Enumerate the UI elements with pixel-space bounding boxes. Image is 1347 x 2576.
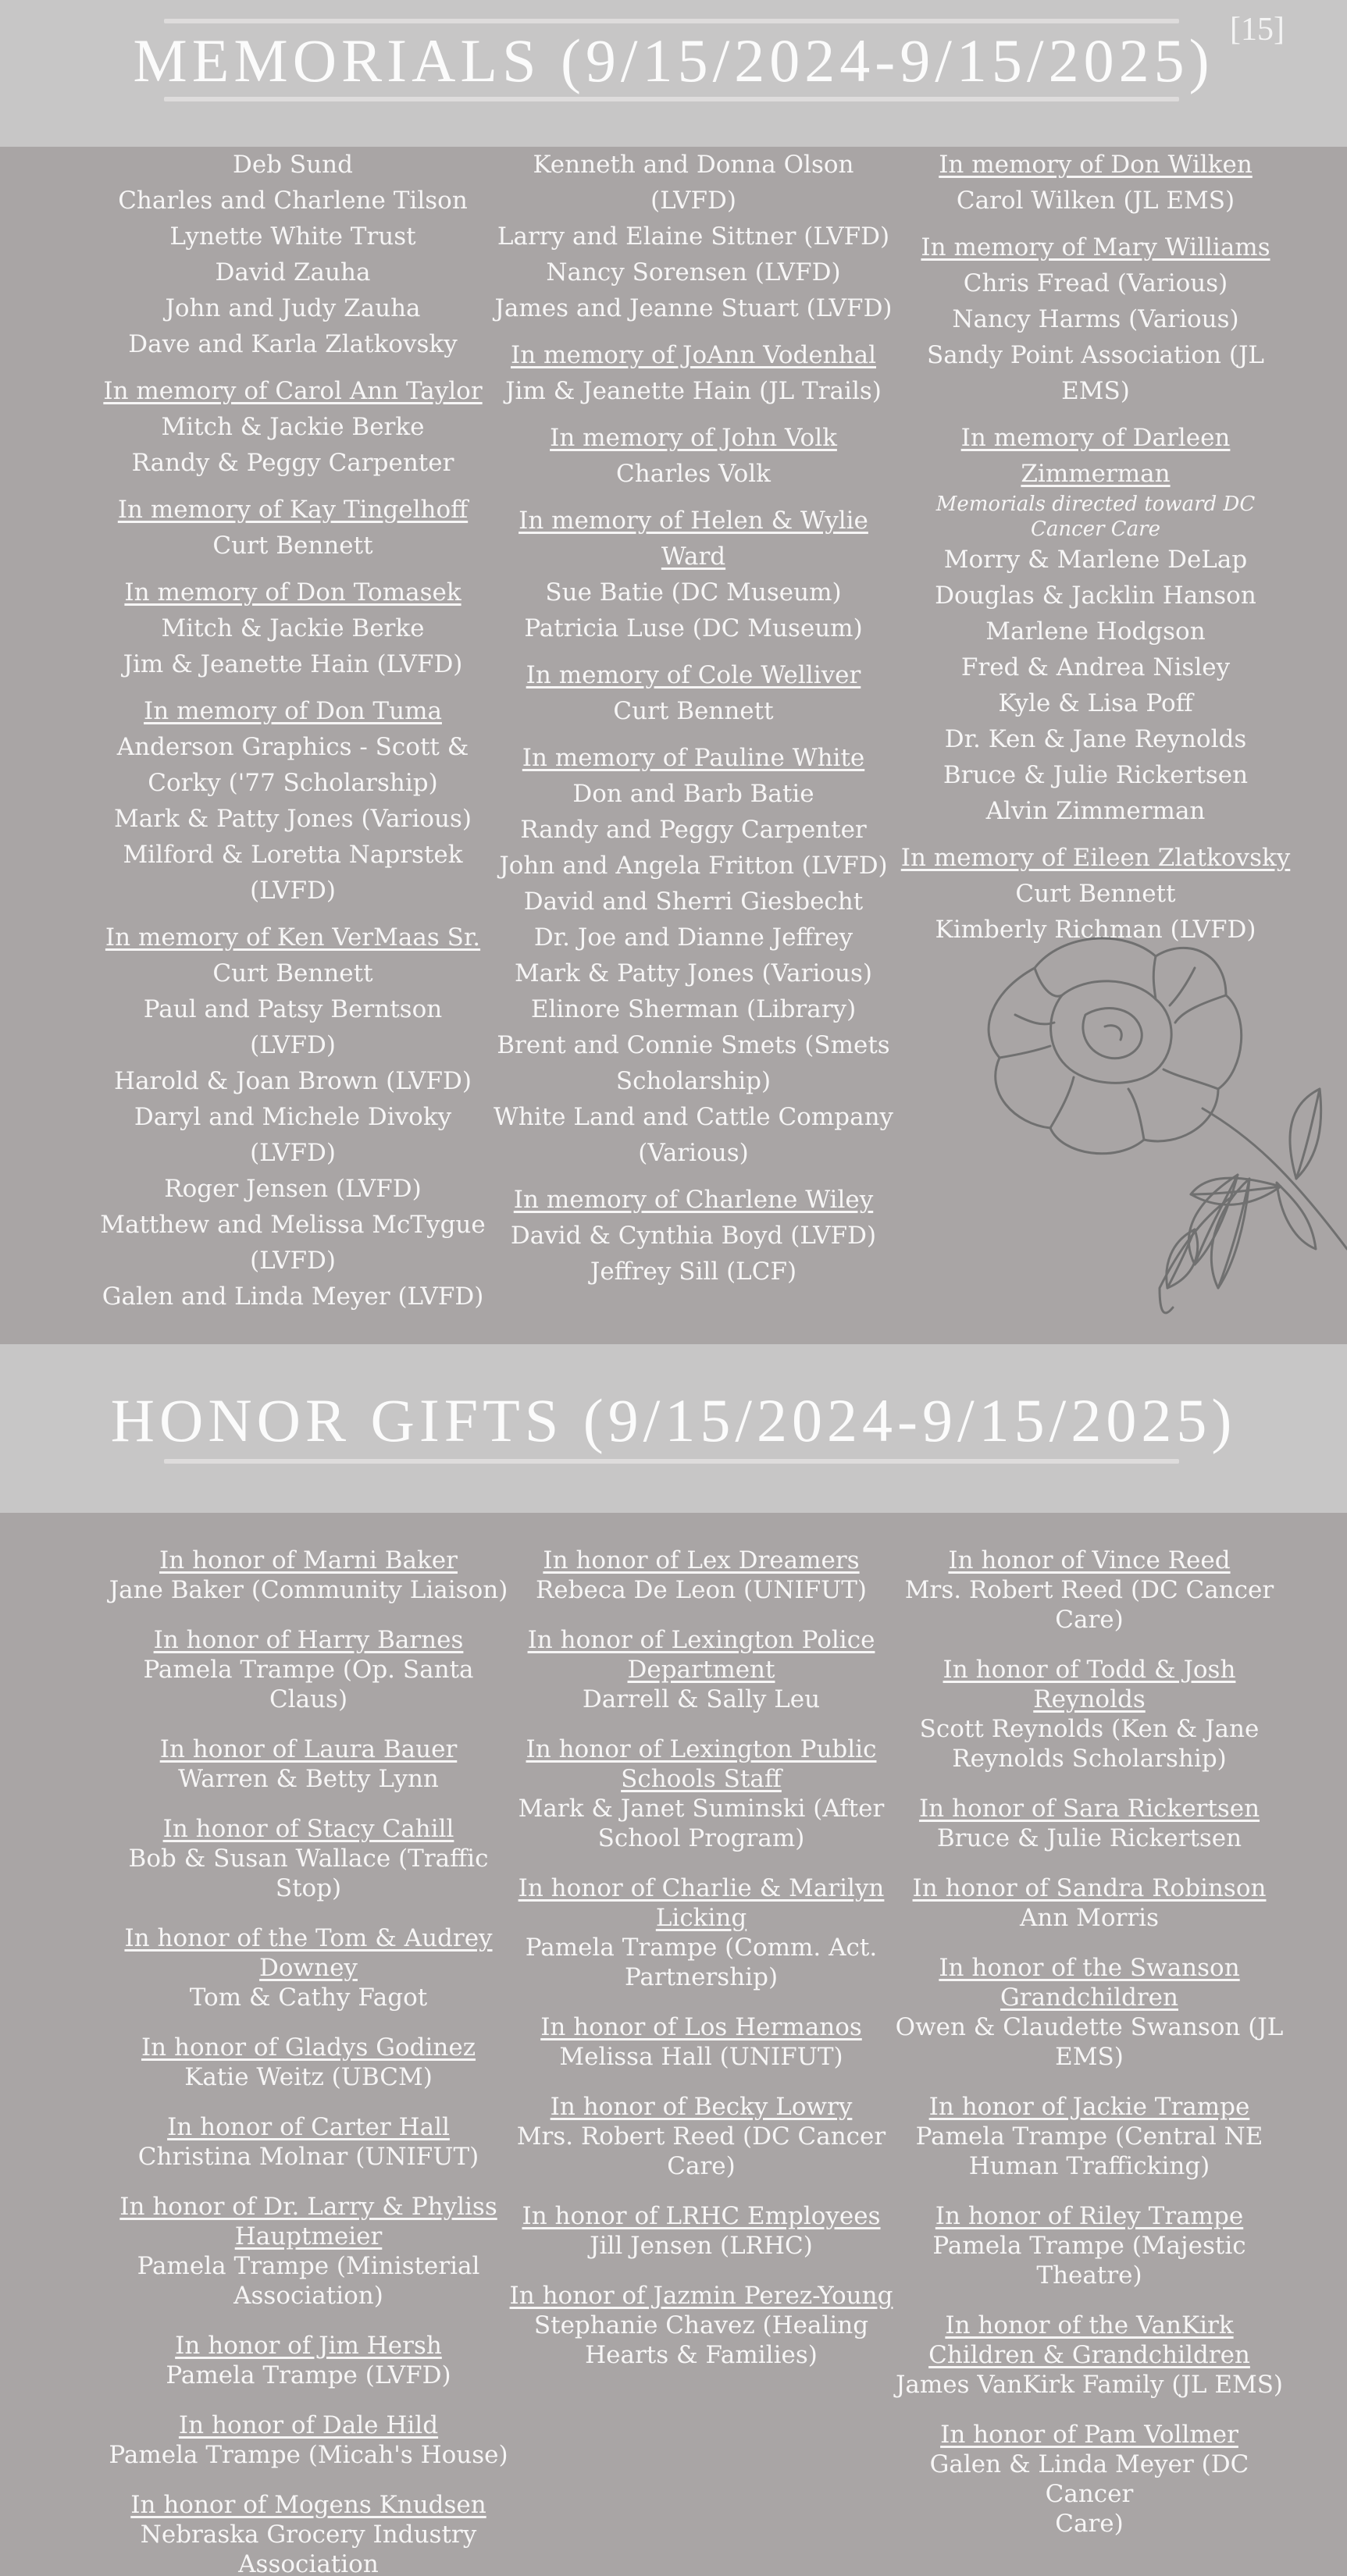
tribute-group [105, 2490, 511, 2576]
tribute-note: Memorials directed toward DC Cancer Care [935, 493, 1256, 541]
donor-name: Bruce & Julie Rickertsen [943, 761, 1249, 789]
donor-name: White Land and Cattle Company [493, 1103, 894, 1131]
tribute-heading: In memory of Pauline White [522, 744, 865, 772]
tribute-group [896, 420, 1295, 829]
donor-name: Don and Barb Batie [572, 780, 814, 808]
tribute-group [98, 373, 488, 481]
donor-name: Randy & Peggy Carpenter [131, 449, 454, 477]
memorials-column-3 [896, 147, 1295, 959]
tribute-heading: In honor of Lexington Police Department [527, 1626, 875, 1684]
tribute-heading: In honor of Gladys Godinez [141, 2033, 476, 2062]
tribute-group [890, 1546, 1288, 1635]
tribute-group [506, 1546, 896, 1605]
donor-name: Owen & Claudette Swanson (JL [895, 2013, 1284, 2041]
donor-name: Curt Bennett [1015, 880, 1176, 908]
donor-name: Kimberly Richman (LVFD) [935, 916, 1256, 944]
tribute-group [896, 147, 1295, 219]
donor-name: David Zauha [215, 258, 371, 286]
donor-name: Jim & Jeanette Hain (LVFD) [123, 650, 463, 678]
donor-name: Mitch & Jackie Berke [161, 413, 425, 441]
tribute-group [105, 1546, 511, 1605]
donor-name: Roger Jensen (LVFD) [164, 1175, 422, 1203]
tribute-heading: In memory of Darleen Zimmerman [960, 424, 1231, 488]
donor-name: Marlene Hodgson [985, 617, 1206, 646]
tribute-heading: In honor of the Swanson Grandchildren [939, 1954, 1240, 2012]
tribute-heading: In honor of Lex Dreamers [543, 1546, 860, 1574]
tribute-heading: In memory of Mary Williams [921, 233, 1270, 262]
donor-name: Dr. Ken & Jane Reynolds [944, 725, 1247, 753]
donor-name: Pamela Trampe (LVFD) [166, 2361, 451, 2389]
donor-name: Deb Sund [233, 151, 353, 179]
donor-name: Hearts & Families) [585, 2341, 818, 2369]
donor-name: Patricia Luse (DC Museum) [524, 614, 863, 642]
donor-name: Kenneth and Donna Olson (LVFD) [533, 151, 854, 215]
tribute-heading: In honor of Becky Lowry [550, 2093, 853, 2121]
donor-name: Milford & Loretta Naprstek [123, 841, 463, 869]
donor-name: Ann Morris [1019, 1904, 1160, 1932]
donor-name: Randy and Peggy Carpenter [520, 816, 867, 844]
donor-name: James VanKirk Family (JL EMS) [895, 2371, 1284, 2399]
tribute-group [105, 2331, 511, 2390]
donor-name: Darrell & Sally Leu [582, 1685, 821, 1713]
tribute-heading: In honor of Sara Rickertsen [918, 1795, 1260, 1823]
donor-name: Christina Molnar (UNIFUT) [137, 2143, 479, 2171]
donor-name: Galen and Linda Meyer (LVFD) [102, 1283, 484, 1311]
tribute-group [105, 2192, 511, 2311]
tribute-heading: In memory of John Volk [550, 424, 837, 452]
donor-name: Bruce & Julie Rickertsen [936, 1824, 1242, 1852]
tribute-group [506, 2281, 896, 2370]
donor-name: Pamela Trampe (Majestic [932, 2232, 1246, 2260]
donor-name: Paul and Patsy Berntson (LVFD) [143, 995, 443, 1059]
donor-name: Mrs. Robert Reed (DC Cancer [904, 1576, 1274, 1604]
tribute-heading: In honor of Mogens Knudsen [130, 2491, 486, 2519]
tribute-group [98, 575, 488, 682]
tribute-heading: In memory of Helen & Wylie Ward [518, 507, 868, 571]
tribute-group [105, 2112, 511, 2172]
tribute-heading: In honor of Laura Bauer [159, 1735, 458, 1763]
donor-name: Human Trafficking) [968, 2152, 1210, 2180]
page-number: [15] [1230, 12, 1285, 48]
donor-name: Nancy Sorensen (LVFD) [546, 258, 841, 286]
tribute-heading: In honor of Dr. Larry & Phyliss Hauptmeier [119, 2193, 497, 2250]
donor-name: Scott Reynolds (Ken & Jane [919, 1715, 1260, 1743]
tribute-group [506, 2012, 896, 2072]
tribute-group [506, 1873, 896, 1992]
tribute-heading: In memory of Ken VerMaas Sr. [105, 923, 481, 952]
donor-name: Partnership) [624, 1963, 779, 1991]
tribute-heading: In honor of the VanKirk Children & Grandchildren [928, 2311, 1250, 2369]
donor-name: Association) [233, 2282, 383, 2310]
tribute-group [105, 2033, 511, 2092]
donor-name: EMS) [1055, 2043, 1124, 2071]
honor-gifts-title-rule [164, 1459, 1179, 1464]
donor-name: Bob & Susan Wallace (Traffic Stop) [128, 1845, 489, 1902]
donor-name: Warren & Betty Lynn [178, 1765, 439, 1793]
tribute-heading: In honor of Harry Barnes [153, 1626, 464, 1654]
donor-name: Daryl and Michele Divoky [134, 1103, 452, 1131]
tribute-group [490, 337, 896, 409]
tribute-group [890, 2092, 1288, 2181]
donor-name: Alvin Zimmerman [985, 797, 1206, 825]
donor-name: Mark & Janet Suminski (After [518, 1795, 885, 1823]
donor-name: David & Cynthia Boyd (LVFD) [510, 1222, 877, 1250]
tribute-heading: In honor of Carter Hall [167, 2113, 450, 2141]
donor-name: Curt Bennett [212, 959, 373, 987]
donor-name: School Program) [597, 1824, 805, 1852]
donor-name: Jill Jensen (LRHC) [590, 2232, 813, 2260]
donor-name: Sandy Point Association (JL EMS) [927, 341, 1264, 405]
donor-name: Mitch & Jackie Berke [161, 614, 425, 642]
donor-name: Jeffrey Sill (LCF) [590, 1258, 797, 1286]
honor-gifts-column-3 [890, 1546, 1288, 2559]
donor-name: Rebeca De Leon (UNIFUT) [535, 1576, 868, 1604]
memorials-column-2 [490, 147, 896, 1300]
tribute-heading: In honor of Dale Hild [178, 2411, 439, 2439]
donor-name: Dr. Joe and Dianne Jeffrey [533, 923, 853, 952]
honor-gifts-column-2 [506, 1546, 896, 2390]
memorials-title: MEMORIALS (9/15/2024-9/15/2025) [133, 27, 1214, 94]
tribute-group [890, 2420, 1288, 2539]
tribute-heading: In honor of Riley Trampe [935, 2202, 1244, 2230]
donor-name: (LVFD) [250, 1247, 336, 1275]
donor-name: Lynette White Trust [169, 222, 416, 251]
tribute-group [890, 1655, 1288, 1774]
donor-name: Curt Bennett [613, 697, 774, 725]
rose-illustration [968, 921, 1347, 1343]
tribute-heading: In honor of LRHC Employees [522, 2202, 881, 2230]
donor-name: Harold & Joan Brown (LVFD) [114, 1067, 472, 1095]
tribute-heading: In honor of Pam Vollmer [940, 2421, 1238, 2449]
donor-name: Nancy Harms (Various) [952, 305, 1239, 333]
donor-name: Reynolds Scholarship) [952, 1745, 1227, 1773]
tribute-group [98, 693, 488, 909]
tribute-heading: In honor of Jim Hersh [175, 2332, 442, 2360]
tribute-group [890, 1794, 1288, 1853]
donor-name: Pamela Trampe (Op. Santa Claus) [143, 1656, 474, 1713]
tribute-heading: In honor of Marni Baker [159, 1546, 458, 1574]
donor-name: Sue Batie (DC Museum) [545, 578, 842, 607]
donor-name: Pamela Trampe (Central NE [915, 2122, 1263, 2151]
donor-name: (LVFD) [250, 1139, 336, 1167]
donor-name: Carol Wilken (JL EMS) [956, 187, 1235, 215]
donor-name: Kyle & Lisa Poff [998, 689, 1193, 717]
donor-name: (Various) [638, 1139, 749, 1167]
tribute-group [490, 420, 896, 492]
donor-name: Tom & Cathy Fagot [189, 1984, 428, 2012]
tribute-heading: In memory of Eileen Zlatkovsky [900, 844, 1291, 872]
donor-name: John and Judy Zauha [165, 294, 421, 322]
donor-name: James and Jeanne Stuart (LVFD) [494, 294, 893, 322]
tribute-heading: In honor of the Tom & Audrey Downey [124, 1924, 493, 1982]
tribute-group [98, 920, 488, 1315]
tribute-heading: In honor of Charlie & Marilyn Licking [518, 1874, 885, 1932]
donor-name: Melissa Hall (UNIFUT) [559, 2043, 843, 2071]
donor-name: Matthew and Melissa McTygue [100, 1211, 486, 1239]
tribute-heading: In memory of Carol Ann Taylor [103, 377, 483, 405]
continued-list [98, 147, 488, 362]
tribute-group [506, 2201, 896, 2261]
donor-name: Mrs. Robert Reed (DC Cancer [516, 2122, 886, 2151]
tribute-heading: In honor of Los Hermanos [540, 2013, 862, 2041]
donor-name: John and Angela Fritton (LVFD) [499, 852, 888, 880]
donor-name: Dave and Karla Zlatkovsky [128, 330, 458, 358]
tribute-heading: In honor of Jackie Trampe [928, 2093, 1250, 2121]
donor-name: Nebraska Grocery Industry [140, 2521, 477, 2549]
donor-name: Stephanie Chavez (Healing [533, 2311, 869, 2339]
donor-name: Galen & Linda Meyer (DC Cancer [929, 2450, 1249, 2508]
donor-name: Douglas & Jacklin Hanson [935, 582, 1256, 610]
donor-name: Brent and Connie Smets (Smets [497, 1031, 890, 1059]
continued-list [490, 147, 896, 326]
donor-name: Care) [1055, 2510, 1124, 2538]
tribute-group [105, 1814, 511, 1903]
tribute-heading: In honor of Stacy Cahill [162, 1815, 454, 1843]
tribute-group [506, 1625, 896, 1714]
tribute-group [490, 657, 896, 729]
tribute-group [105, 1923, 511, 2012]
tribute-group [105, 1735, 511, 1794]
donor-name: Association [238, 2550, 379, 2576]
tribute-heading: In honor of Lexington Public Schools Staff [526, 1735, 877, 1793]
tribute-group [890, 2311, 1288, 2400]
donor-name: Scholarship) [615, 1067, 771, 1095]
tribute-heading: In memory of Charlene Wiley [513, 1186, 874, 1214]
donor-name: Pamela Trampe (Micah's House) [109, 2441, 508, 2469]
donor-name: Larry and Elaine Sittner (LVFD) [497, 222, 890, 251]
donor-name: Anderson Graphics - Scott & [116, 733, 469, 761]
donor-name: Katie Weitz (UBCM) [184, 2063, 433, 2091]
tribute-heading: In memory of Cole Welliver [526, 661, 861, 689]
tribute-group [490, 1182, 896, 1290]
tribute-heading: In memory of JoAnn Vodenhal [510, 341, 877, 369]
tribute-group [890, 1873, 1288, 1933]
tribute-group [890, 2201, 1288, 2290]
donor-name: Morry & Marlene DeLap [943, 546, 1248, 574]
tribute-heading: In honor of Jazmin Perez-Young [509, 2282, 893, 2310]
honor-gifts-title: HONOR GIFTS (9/15/2024-9/15/2025) [110, 1386, 1237, 1454]
donor-name: Charles and Charlene Tilson [118, 187, 468, 215]
donor-name: Pamela Trampe (Ministerial [137, 2252, 480, 2280]
tribute-heading: In memory of Don Wilken [939, 151, 1253, 179]
tribute-group [490, 740, 896, 1171]
tribute-group [98, 492, 488, 564]
tribute-heading: In honor of Vince Reed [948, 1546, 1231, 1574]
tribute-heading: In honor of Todd & Josh Reynolds [943, 1656, 1236, 1713]
donor-name: Elinore Sherman (Library) [530, 995, 857, 1023]
tribute-heading: In memory of Don Tomasek [124, 578, 461, 607]
memorials-title-rule-bottom [164, 97, 1179, 101]
donor-name: Charles Volk [616, 460, 771, 488]
honor-gifts-column-1 [105, 1546, 511, 2576]
tribute-group [105, 1625, 511, 1714]
donor-name: David and Sherri Giesbecht [523, 888, 864, 916]
donor-name: Care) [667, 2152, 736, 2180]
memorials-column-1 [98, 147, 488, 1325]
tribute-heading: In memory of Kay Tingelhoff [117, 496, 469, 524]
tribute-group [890, 1953, 1288, 2072]
donor-name: Pamela Trampe (Comm. Act. [525, 1934, 878, 1962]
donor-name: (LVFD) [250, 877, 336, 905]
donor-name: Curt Bennett [212, 532, 373, 560]
donor-name: Care) [1055, 1606, 1124, 1634]
donor-name: Jane Baker (Community Liaison) [109, 1576, 508, 1604]
tribute-group [506, 1735, 896, 1853]
donor-name: Chris Fread (Various) [963, 269, 1228, 297]
tribute-group [490, 503, 896, 646]
donor-name: Mark & Patty Jones (Various) [514, 959, 872, 987]
tribute-heading: In honor of Sandra Robinson [912, 1874, 1267, 1902]
tribute-group [105, 2411, 511, 2470]
donor-name: Jim & Jeanette Hain (JL Trails) [505, 377, 882, 405]
tribute-group [506, 2092, 896, 2181]
tribute-group [896, 229, 1295, 409]
donor-name: Mark & Patty Jones (Various) [113, 805, 472, 833]
donor-name: Corky ('77 Scholarship) [148, 769, 438, 797]
donor-name: Theatre) [1036, 2261, 1142, 2290]
tribute-heading: In memory of Don Tuma [144, 697, 442, 725]
donor-name: Fred & Andrea Nisley [960, 653, 1231, 681]
